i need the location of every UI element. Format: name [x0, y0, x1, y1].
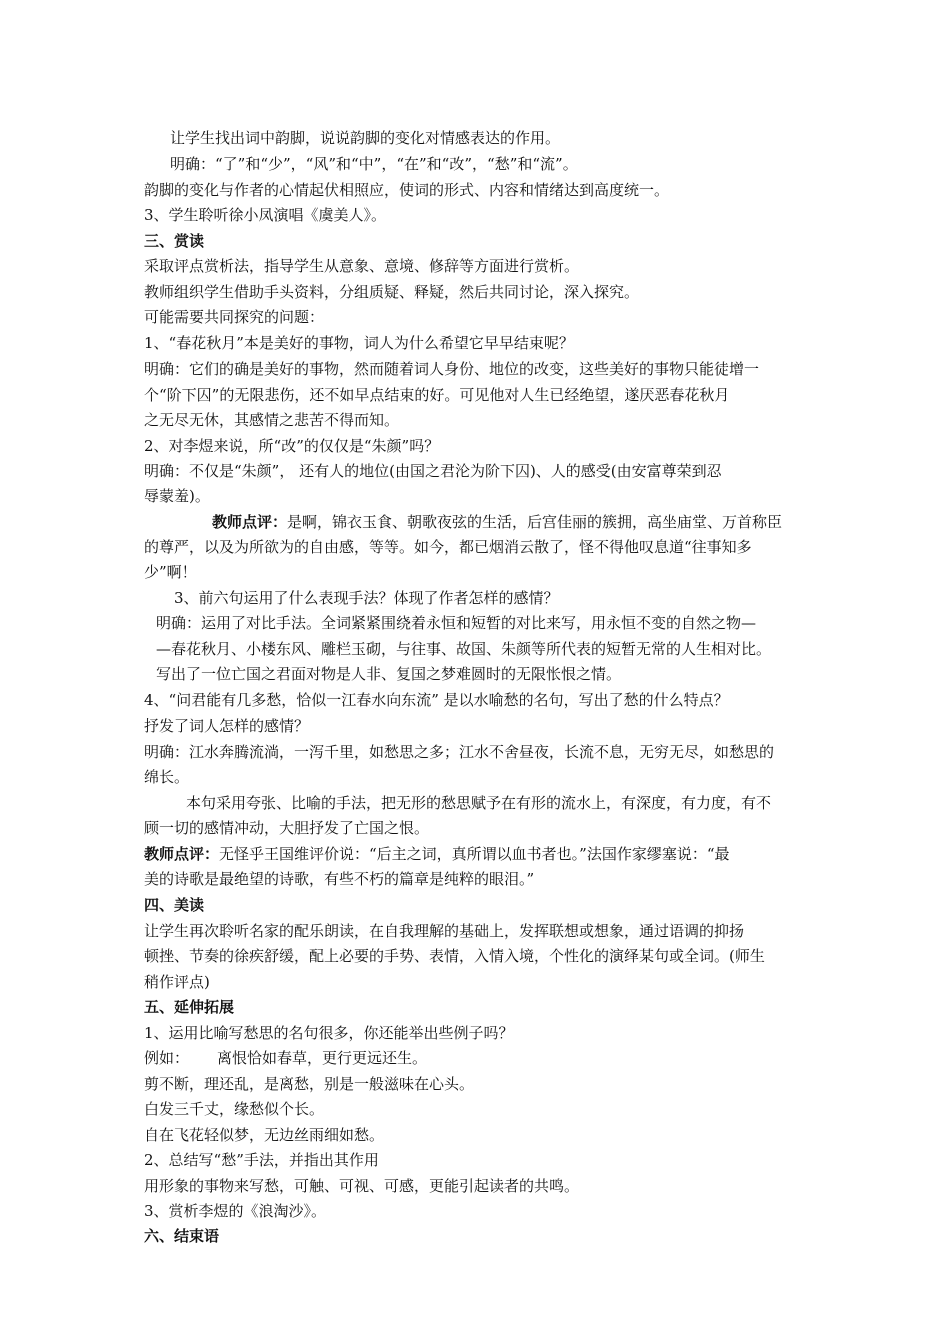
list-item: 3、学生聆听徐小凤演唱《虞美人》。	[144, 206, 387, 224]
paragraph-line: 绵长。	[144, 768, 190, 786]
paragraph-line: —春花秋月、小楼东风、雕栏玉砌，与往事、故国、朱颜等所代表的短暂无常的人生相对比。	[156, 640, 772, 658]
paragraph-line: 可能需要共同探究的问题：	[144, 308, 325, 326]
paragraph-line: 美的诗歌是最绝望的诗歌，有些不朽的篇章是纯粹的眼泪。”	[144, 870, 535, 888]
paragraph-line	[144, 1048, 812, 1068]
example-label: 例如：	[144, 1049, 190, 1067]
paragraph-line: 韵脚的变化与作者的心情起伏相照应，使词的形式、内容和情绪达到高度统一。	[144, 181, 670, 199]
comment-label: 教师点评：	[212, 513, 288, 531]
paragraph-line: 写出了一位亡国之君面对物是人非、复国之梦难圆时的无限怅恨之情。	[156, 665, 622, 683]
comment-text: 无怪乎王国维评价说：“后主之词，真所谓以血书者也。”法国作家缪塞说：“最	[219, 845, 730, 863]
paragraph-line: 顾一切的感情冲动，大胆抒发了亡国之恨。	[144, 819, 430, 837]
paragraph-line: 抒发了词人怎样的感情？	[144, 717, 310, 735]
example-quote: 白发三千丈，缘愁似个长。	[144, 1100, 325, 1118]
paragraph-line: 本句采用夸张、比喻的手法，把无形的愁思赋予在有形的流水上，有深度，有力度，有不	[186, 794, 772, 812]
comment-text: 是啊，锦衣玉食、朝歌夜弦的生活，后宫佳丽的簇拥，高坐庙堂、万首称臣	[287, 513, 783, 531]
section-heading: 五、延伸拓展	[144, 998, 235, 1016]
paragraph-line: 采取评点赏析法，指导学生从意象、意境、修辞等方面进行赏析。	[144, 257, 580, 275]
question-line: 3、前六句运用了什么表现手法？体现了作者怎样的感情？	[174, 589, 559, 607]
paragraph-line: 明确：它们的确是美好的事物，然而随着词人身份、地位的改变，这些美好的事物只能徒增一	[144, 360, 760, 378]
paragraph-line: 教师组织学生借助手头资料，分组质疑、释疑，然后共同讨论，深入探究。	[144, 283, 640, 301]
paragraph-line: 少”啊！	[144, 563, 197, 581]
paragraph-line: 用形象的事物来写愁，可触、可视、可感，更能引起读者的共鸣。	[144, 1177, 580, 1195]
paragraph-line: 明确：江水奔腾流淌，一泻千里，如愁思之多；江水不舍昼夜，长流不息，无穷无尽，如愁思的	[144, 743, 775, 761]
paragraph-line: 辱蒙羞)。	[144, 487, 210, 505]
paragraph-line: 明确：“了”和“少”，“风”和“中”，“在”和“改”，“愁”和“流”。	[170, 155, 578, 173]
section-heading: 三、赏读	[144, 232, 205, 250]
paragraph-line: 稍作评点)	[144, 973, 210, 991]
comment-label: 教师点评：	[144, 845, 220, 863]
paragraph-line: 明确：运用了对比手法。全词紧紧围绕着永恒和短暂的对比来写，用永恒不变的自然之物—	[156, 614, 757, 632]
question-line: 2、对李煜来说，所“改”的仅仅是“朱颜”吗？	[144, 437, 440, 455]
paragraph-line: 顿挫、节奏的徐疾舒缓，配上必要的手势、表情，入情入境，个性化的演绎某句或全词。(师生	[144, 947, 765, 965]
question-line: 4、“问君能有几多愁，恰似一江春水向东流” 是以水喻愁的名句，写出了愁的什么特点？	[144, 691, 729, 709]
paragraph-line	[212, 512, 812, 532]
paragraph-line: 让学生找出词中韵脚，说说韵脚的变化对情感表达的作用。	[170, 129, 561, 147]
paragraph-line: 让学生再次聆听名家的配乐朗读，在自我理解的基础上，发挥联想或想象，通过语调的抑扬	[144, 922, 745, 940]
section-heading: 六、结束语	[144, 1227, 220, 1245]
paragraph-line: 明确：不仅是“朱颜”， 还有人的地位(由国之君沦为阶下囚)、人的感受(由安富尊荣到忍	[144, 462, 722, 480]
paragraph-line: 之无尽无休，其感情之悲苦不得而知。	[144, 411, 400, 429]
example-quote: 离恨恰如春草，更行更远还生。	[217, 1049, 428, 1067]
question-line: 1、“春花秋月”本是美好的事物，词人为什么希望它早早结束呢？	[144, 334, 574, 352]
question-line: 2、总结写“愁”手法，并指出其作用	[144, 1151, 379, 1169]
question-line: 1、运用比喻写愁思的名句很多，你还能举出些例子吗？	[144, 1024, 514, 1042]
paragraph-line: 个“阶下囚”的无限悲伤，还不如早点结束的好。可见他对人生已经绝望，遂厌恶春花秋月	[144, 386, 730, 404]
question-line: 3、赏析李煜的《浪淘沙》。	[144, 1202, 327, 1220]
example-quote: 剪不断，理还乱，是离愁，别是一般滋味在心头。	[144, 1075, 475, 1093]
paragraph-line	[144, 844, 812, 864]
section-heading: 四、美读	[144, 896, 205, 914]
example-quote: 自在飞花轻似梦，无边丝雨细如愁。	[144, 1126, 385, 1144]
paragraph-line: 的尊严，以及为所欲为的自由感，等等。如今，都已烟消云散了，怪不得他叹息道“往事知多	[144, 538, 752, 556]
